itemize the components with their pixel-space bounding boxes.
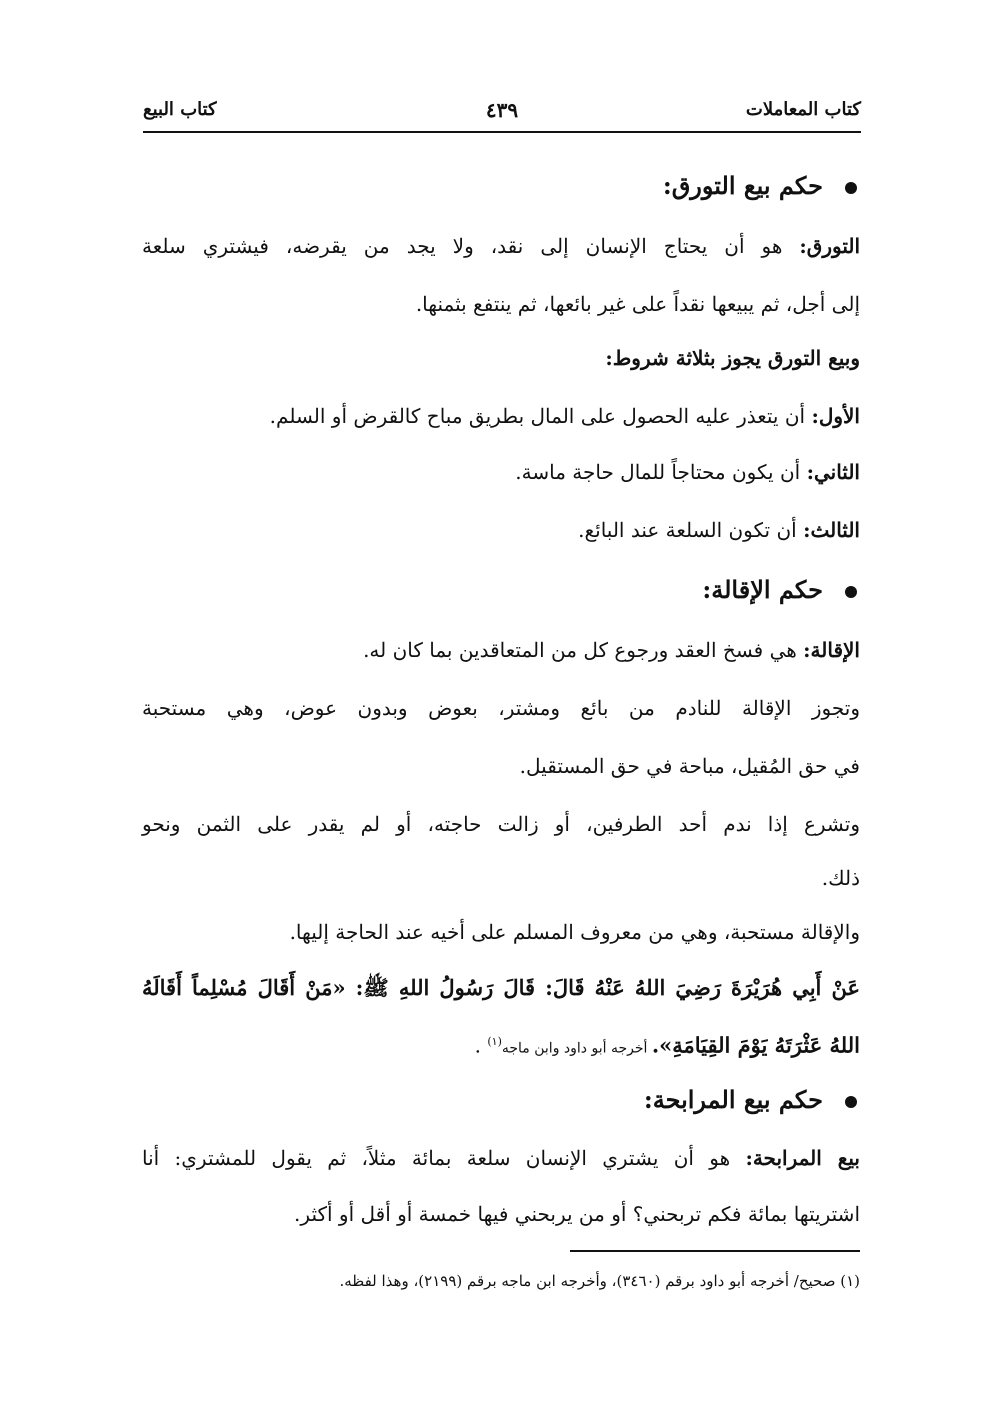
bullet-icon [845, 182, 857, 194]
heading-text: حكم بيع التورق: [662, 171, 823, 200]
header-book-title: كتاب المعاملات [745, 99, 861, 120]
bullet-icon [845, 1096, 857, 1108]
condition-text: أن تكون السلعة عند البائع. [578, 518, 804, 542]
footnote: (١) صحيح/ أخرجه أبو داود برقم (٣٤٦٠)، وأخرجه ابن ماجه برقم (٢١٩٩)، وهذا لفظه. [339, 1272, 860, 1290]
section-heading-tawarruq [139, 168, 857, 204]
condition-2 [142, 454, 860, 490]
hadith-end: . [474, 1033, 488, 1058]
hadith-text: اللهُ عَثْرَتَهُ يَوْمَ القِيَامَةِ». [651, 1032, 860, 1058]
hadith-line [142, 1024, 860, 1067]
definition-term: التورق: [799, 234, 860, 258]
heading-text: حكم الإقالة: [702, 575, 823, 604]
paragraph-line [142, 632, 860, 668]
paragraph-line: إلى أجل، ثم يبيعها نقداً على غير بائعها، ثم ينتفع بثمنها. [415, 292, 860, 316]
paragraph-line: اشتريتها بمائة فكم تربحني؟ أو من يربحني فيها خمسة أو أقل أو أكثر. [294, 1202, 860, 1226]
definition-text: هو أن يشتري الإنسان سلعة بمائة مثلاً، ثم يقول للمشتري: أنا [142, 1146, 746, 1170]
condition-3 [142, 512, 860, 548]
footnote-marker: (١) [487, 1035, 502, 1048]
hadith-line: عَنْ أَبِي هُرَيْرَةَ رَضِيَ اللهُ عَنْهُ قَالَ: قَالَ رَسُولُ اللهِ ﷺ: «مَنْ أَقَالَ مُسْلِماً أَقَالَهُ [142, 975, 860, 1000]
header-chapter-title: كتاب البيع [143, 99, 217, 120]
paragraph-line: وتشرع إذا ندم أحد الطرفين، أو زالت حاجته، أو لم يقدر على الثمن ونحو [142, 812, 860, 836]
condition-1 [142, 398, 860, 434]
heading-text: حكم بيع المرابحة: [643, 1085, 823, 1114]
condition-text: أن يتعذر عليه الحصول على المال بطريق مباح كالقرض أو السلم. [269, 404, 812, 428]
paragraph-line: ذلك. [821, 866, 860, 890]
definition-term: الإقالة: [803, 638, 860, 662]
paragraph-line [142, 228, 860, 264]
footnote-divider [570, 1250, 860, 1252]
section-heading-murabaha [139, 1082, 857, 1118]
header-divider [143, 131, 861, 133]
definition-term: بيع المرابحة: [745, 1146, 860, 1170]
paragraph-line: وتجوز الإقالة للنادم من بائع ومشتر، بعوض وبدون عوض، وهي مستحبة [142, 696, 860, 720]
condition-term: الأول: [811, 404, 860, 428]
conditions-intro: وبيع التورق يجوز بثلاثة شروط: [605, 346, 860, 370]
section-heading-iqala [139, 572, 857, 608]
definition-text: هو أن يحتاج الإنسان إلى نقد، ولا يجد من يقرضه، فيشتري سلعة [142, 234, 800, 258]
running-header [143, 96, 861, 130]
paragraph-line: والإقالة مستحبة، وهي من معروف المسلم على أخيه عند الحاجة إليها. [289, 920, 860, 944]
definition-text: هي فسخ العقد ورجوع كل من المتعاقدين بما كان له. [363, 638, 804, 662]
paragraph-line: في حق المُقيل، مباحة في حق المستقيل. [519, 754, 860, 778]
hadith-reference: أخرجه أبو داود وابن ماجه [501, 1040, 652, 1057]
paragraph-line [142, 1140, 860, 1176]
condition-term: الثالث: [803, 518, 860, 542]
condition-term: الثاني: [806, 460, 860, 484]
condition-text: أن يكون محتاجاً للمال حاجة ماسة. [515, 460, 807, 484]
bullet-icon [845, 586, 857, 598]
page-number: ٤٣٩ [485, 98, 519, 122]
